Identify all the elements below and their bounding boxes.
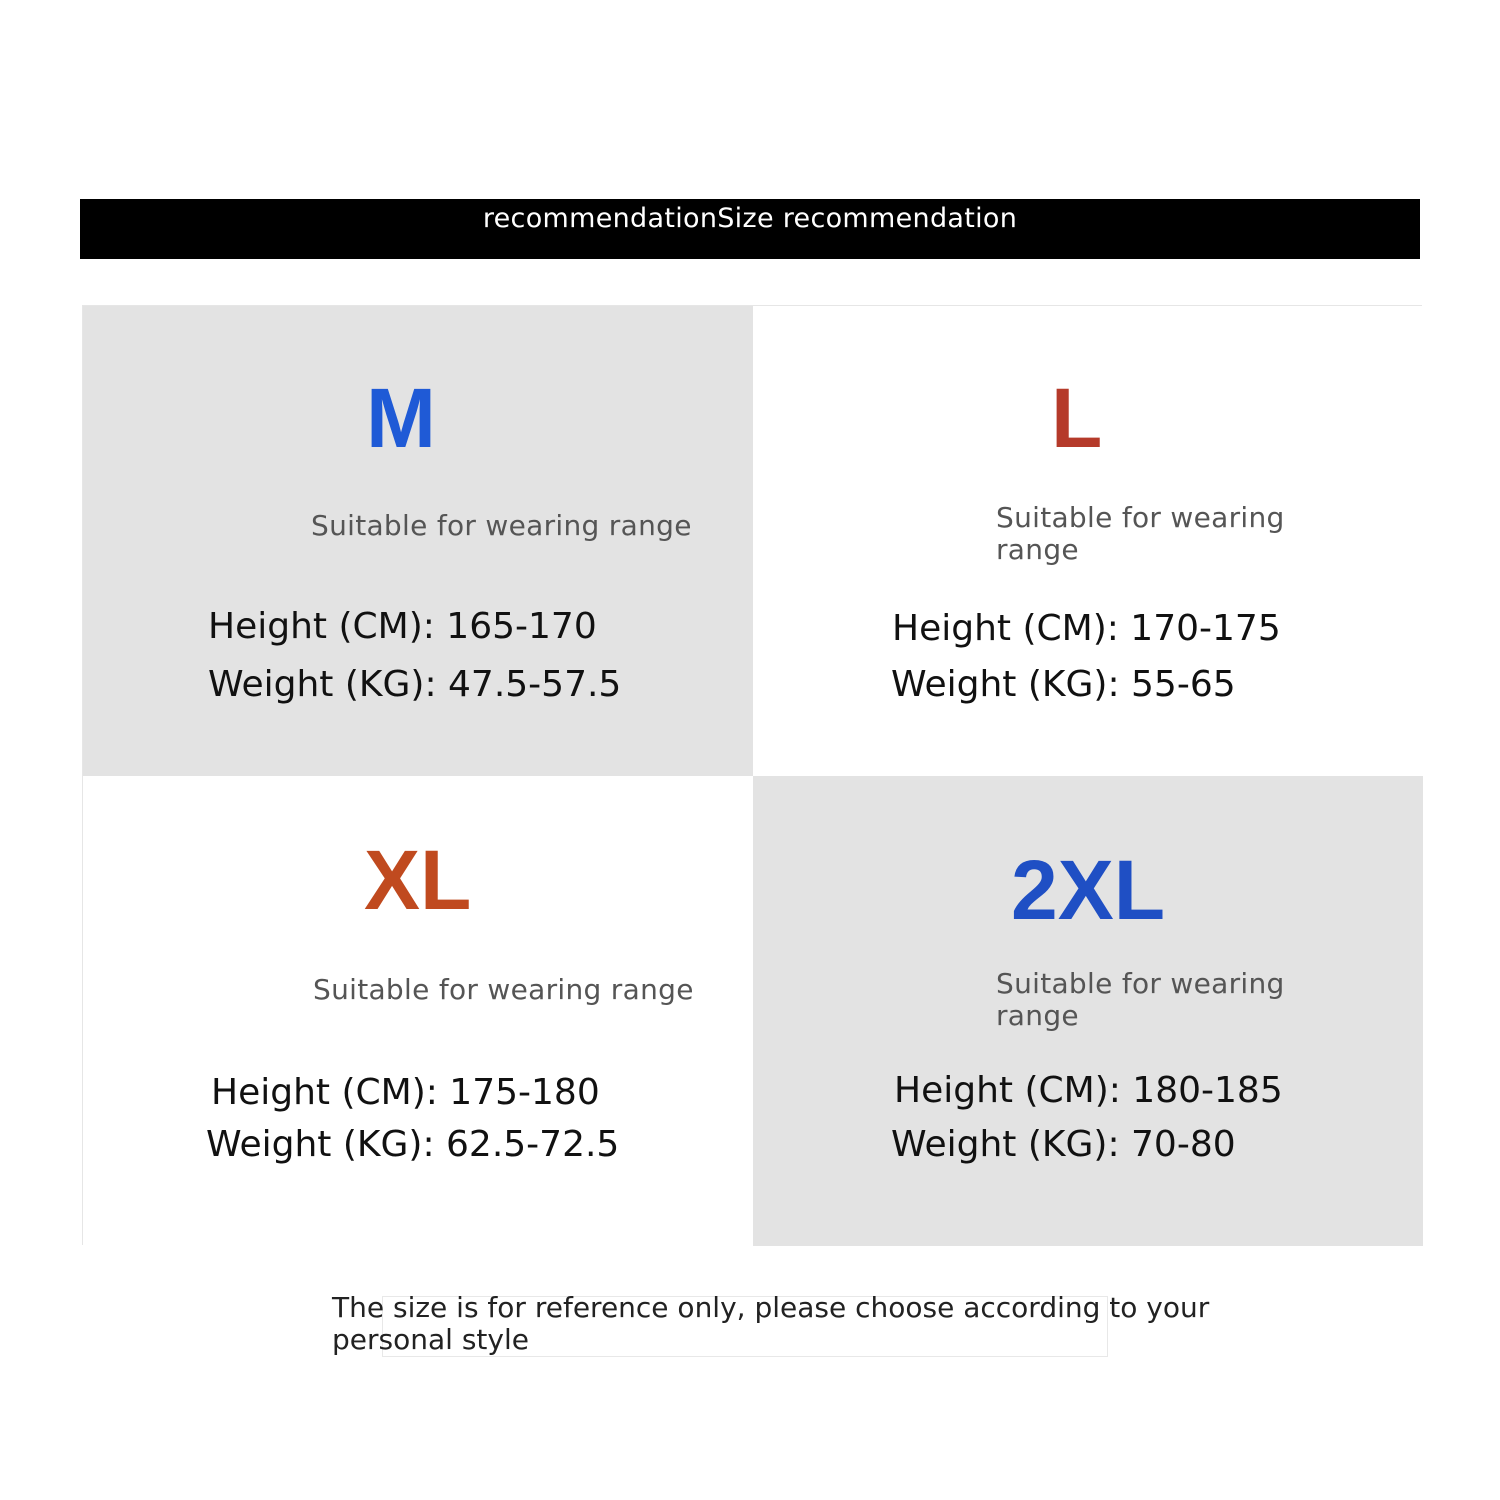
height-range: Height (CM): 175-180 [211,1072,600,1113]
size-grid [82,305,1422,1245]
weight-range: Weight (KG): 47.5-57.5 [208,664,622,705]
suitable-caption: Suitable for wearing range [311,509,692,542]
reference-footnote: The size is for reference only, please choose according to your personal style [332,1291,1210,1356]
size-label: M [366,371,436,465]
suitable-caption: Suitable for wearing range [996,967,1285,1032]
size-label: L [1051,371,1103,465]
size-label: XL [364,833,472,927]
height-range: Height (CM): 170-175 [892,608,1281,649]
size-card-2xl [753,776,1423,1246]
title-banner [80,199,1420,259]
banner-title: recommendationSize recommendation [482,203,1018,234]
height-range: Height (CM): 165-170 [208,606,597,647]
height-range: Height (CM): 180-185 [894,1070,1283,1111]
size-card-xl [83,776,753,1246]
size-label: 2XL [1011,843,1166,937]
suitable-caption: Suitable for wearing range [313,973,694,1006]
weight-range: Weight (KG): 55-65 [891,664,1236,705]
weight-range: Weight (KG): 62.5-72.5 [206,1124,620,1165]
size-card-m [83,306,753,776]
weight-range: Weight (KG): 70-80 [891,1124,1236,1165]
size-card-l [753,306,1423,776]
suitable-caption: Suitable for wearing range [996,501,1285,566]
